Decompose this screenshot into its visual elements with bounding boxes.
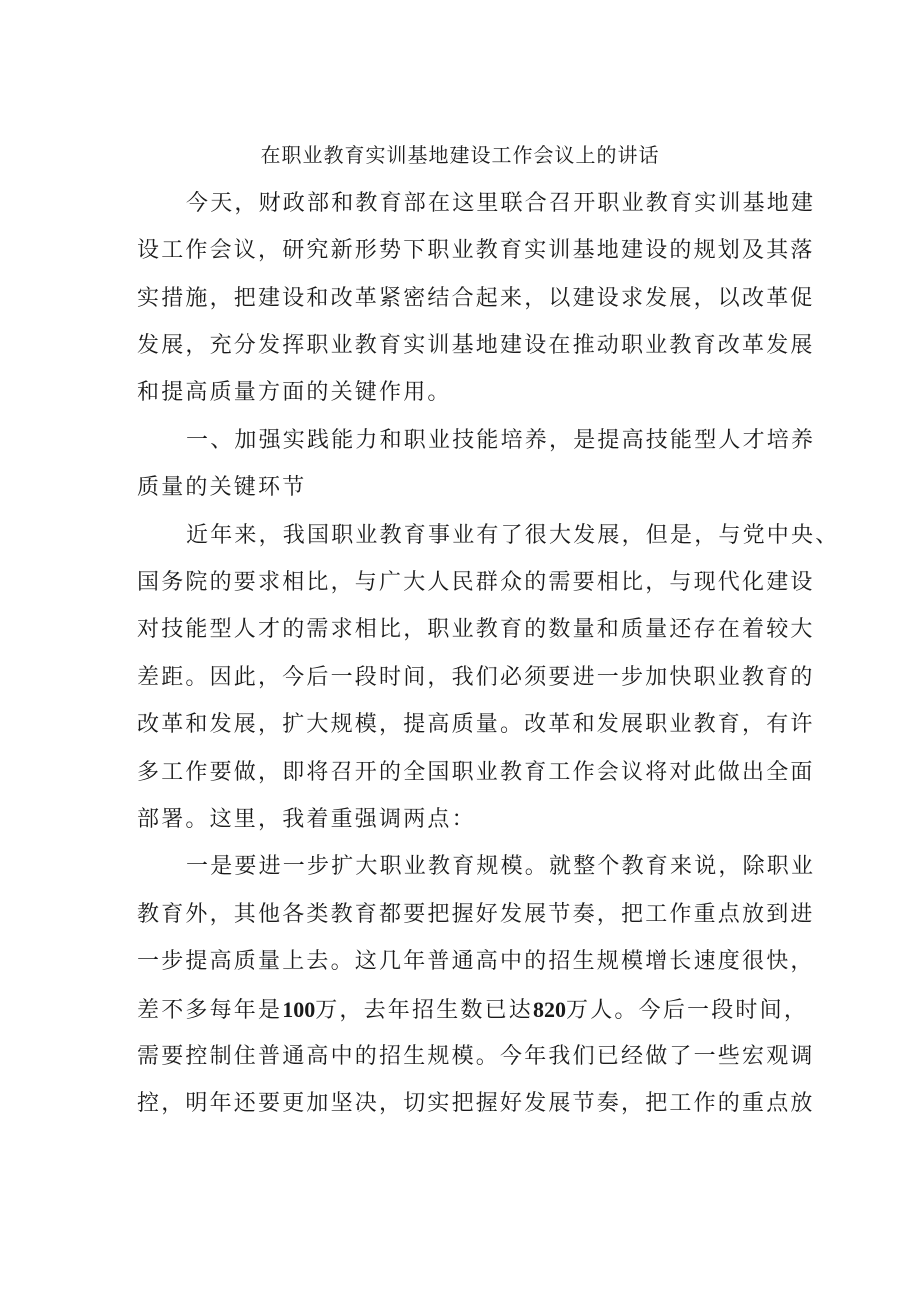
paragraph-line: 对技能型人才的需求相比，职业教育的数量和质量还存在着较大 [137, 617, 815, 642]
section-heading-line: 一、加强实践能力和职业技能培养，是提高技能型人才培养 [186, 428, 816, 453]
paragraph-line: 国务院的要求相比，与广大人民群众的需要相比，与现代化建设 [137, 570, 815, 595]
paragraph-line: 教育外，其他各类教育都要把握好发展节奏，把工作重点放到进 [137, 902, 815, 927]
document-title: 在职业教育实训基地建设工作会议上的讲话 [260, 143, 660, 167]
paragraph-line: 需要控制住普通高中的招生规模。今年我们已经做了一些宏观调 [137, 1044, 815, 1069]
section-heading-line: 质量的关键环节 [137, 475, 307, 500]
line-text: 差不多每年是 [137, 998, 283, 1023]
paragraph-line: 近年来，我国职业教育事业有了很大发展，但是，与党中央、 [186, 523, 840, 548]
paragraph-line: 部署。这里，我着重强调两点： [137, 807, 476, 832]
paragraph-line: 多工作要做，即将召开的全国职业教育工作会议将对此做出全面 [137, 760, 815, 785]
line-text: 万，去年招生数已达 [315, 998, 534, 1023]
paragraph-line: 一步提高质量上去。这几年普通高中的招生规模增长速度很快， [137, 949, 815, 974]
paragraph-line: 设工作会议，研究新形势下职业教育实训基地建设的规划及其落 [137, 238, 815, 263]
paragraph-line: 今天，财政部和教育部在这里联合召开职业教育实训基地建 [186, 191, 816, 216]
number-bold: 820 [533, 997, 567, 1022]
paragraph-line: 一是要进一步扩大职业教育规模。就整个教育来说，除职业 [186, 854, 816, 879]
paragraph-line: 和提高质量方面的关键作用。 [137, 380, 452, 405]
paragraph-line: 改革和发展，扩大规模，提高质量。改革和发展职业教育，有许 [137, 712, 815, 737]
paragraph-line: 控，明年还要更加坚决，切实把握好发展节奏，把工作的重点放 [137, 1091, 815, 1116]
paragraph-line: 发展，充分发挥职业教育实训基地建设在推动职业教育改革发展 [137, 333, 815, 358]
number-bold: 100 [282, 997, 316, 1022]
line-text: 万人。今后一段时间， [566, 998, 809, 1023]
paragraph-line: 差距。因此，今后一段时间，我们必须要进一步加快职业教育的 [137, 665, 815, 690]
paragraph-line [137, 994, 808, 1026]
paragraph-line: 实措施，把建设和改革紧密结合起来，以建设求发展，以改革促 [137, 286, 815, 311]
